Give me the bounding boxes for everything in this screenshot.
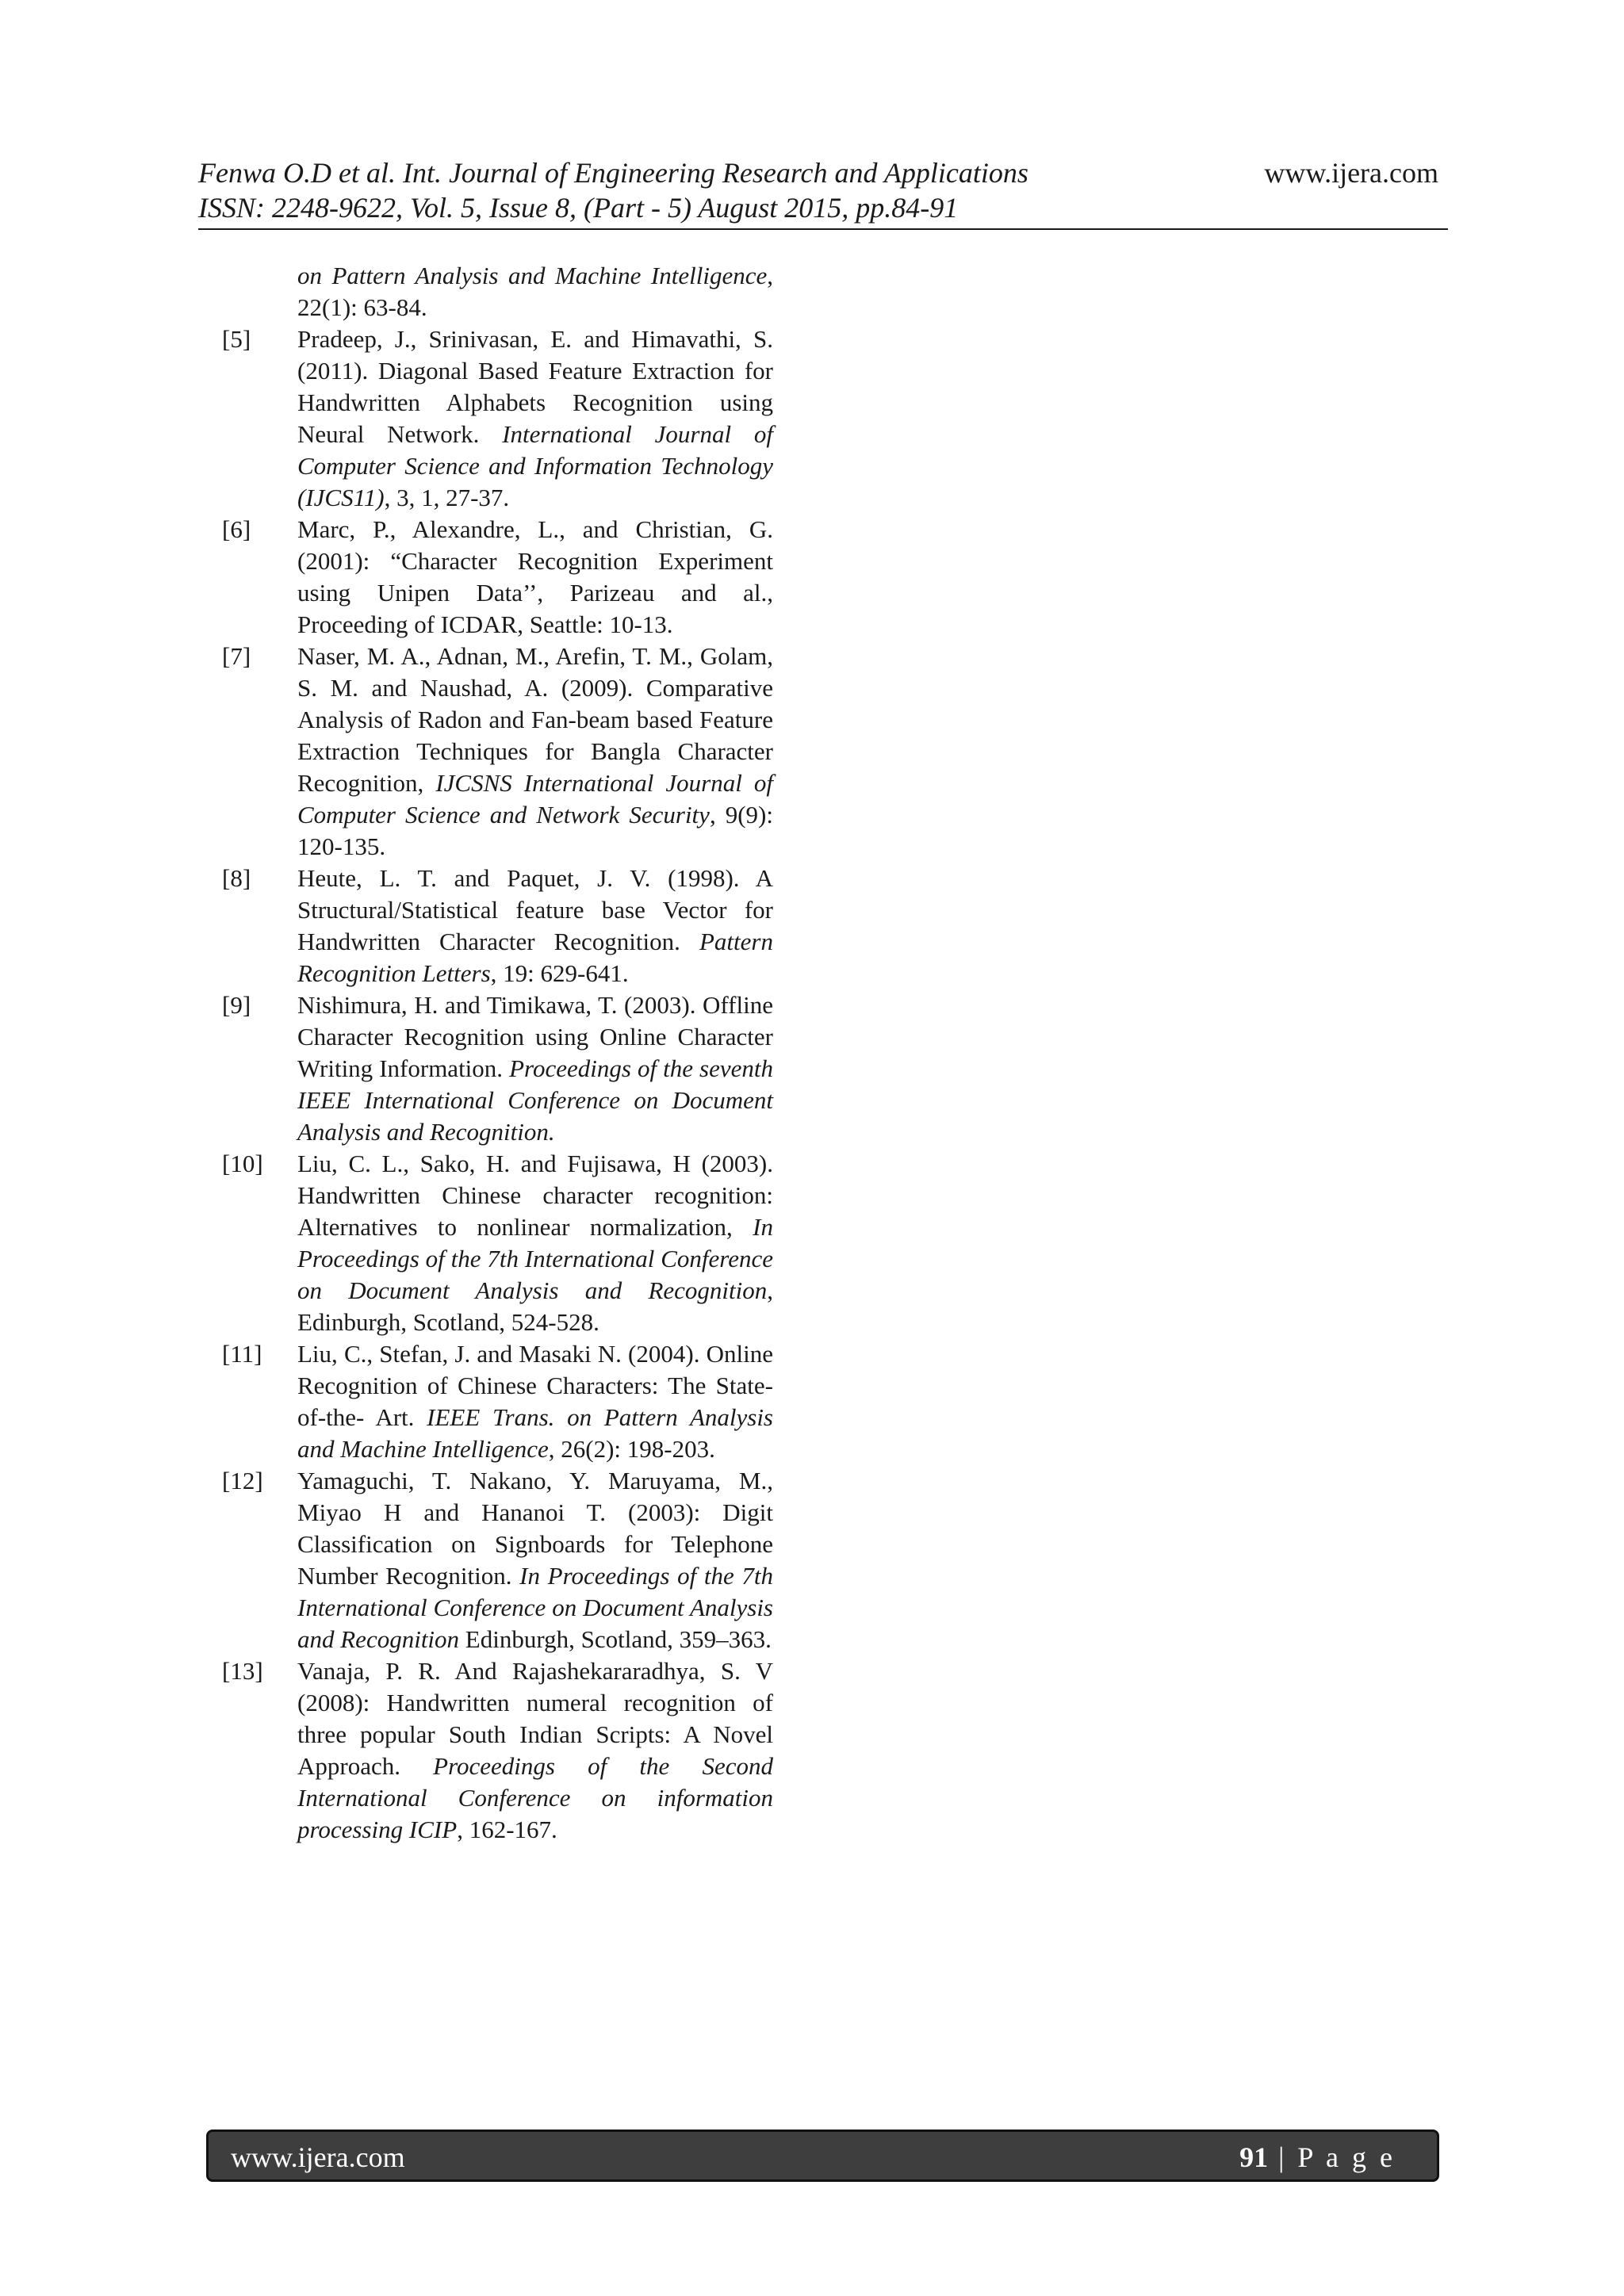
header-site-url: www.ijera.com bbox=[1264, 157, 1438, 189]
reference-entry bbox=[222, 1655, 773, 1846]
reference-entry bbox=[222, 260, 773, 323]
reference-text-run: Edinburgh, Scotland, 359–363. bbox=[459, 1625, 772, 1653]
reference-text bbox=[297, 641, 773, 863]
reference-number: [9] bbox=[222, 991, 251, 1019]
reference-entry bbox=[222, 514, 773, 641]
reference-text-run: , 9(9): 120-135. bbox=[297, 801, 773, 860]
reference-list bbox=[222, 260, 773, 1846]
reference-number: [10] bbox=[222, 1150, 263, 1177]
page-number: 91 bbox=[1239, 2141, 1269, 2173]
reference-source-italic: International Journal of Computer Science and Information Technology (IJCS11) bbox=[297, 420, 773, 511]
reference-text bbox=[297, 514, 773, 641]
reference-entry bbox=[222, 641, 773, 863]
reference-source-italic: In Proceedings of the 7th International Conference on Document Analysis and Recognition bbox=[297, 1562, 773, 1653]
page-label: | P a g e bbox=[1268, 2141, 1396, 2173]
reference-number: [11] bbox=[222, 1340, 262, 1368]
issn-volume-line: ISSN: 2248-9622, Vol. 5, Issue 8, (Part - 5) August 2015, pp.84-91 bbox=[198, 192, 959, 224]
reference-text-run: Liu, C. L., Sako, H. and Fujisawa, H (2003). Handwritten Chinese character recognition: Alternatives to nonlinear normalization, bbox=[297, 1150, 773, 1241]
reference-text-run: Pradeep, J., Srinivasan, E. and Himavathi, S. (2011). Diagonal Based Feature Extraction for Handwritten Alphabets Recognition using Neural Network. bbox=[297, 325, 773, 448]
reference-source-italic: In Proceedings of the 7th International Conference on Document Analysis and Recognition bbox=[297, 1213, 773, 1304]
reference-number: [13] bbox=[222, 1657, 263, 1685]
reference-text-run: Nishimura, H. and Timikawa, T. (2003). Offline Character Recognition using Online Character Writing Information. bbox=[297, 991, 773, 1082]
footer-site-url: www.ijera.com bbox=[231, 2141, 405, 2173]
page-indicator bbox=[1239, 2140, 1396, 2175]
reference-text bbox=[297, 1465, 773, 1655]
reference-source-italic: IJCSNS International Journal of Computer Science and Network Security bbox=[297, 769, 773, 828]
reference-number: [7] bbox=[222, 642, 251, 670]
reference-text-run: Vanaja, P. R. And Rajashekararadhya, S. V (2008): Handwritten numeral recognition of three popular South Indian Scripts: A Novel Approach. bbox=[297, 1657, 773, 1780]
reference-source-italic: Pattern Recognition Letters bbox=[297, 928, 773, 987]
reference-text-run: , Edinburgh, Scotland, 524-528. bbox=[297, 1276, 773, 1336]
reference-entry bbox=[222, 989, 773, 1148]
reference-entry bbox=[222, 1465, 773, 1655]
reference-text-run: Liu, C., Stefan, J. and Masaki N. (2004). Online Recognition of Chinese Characters: The State-of-the- Art. bbox=[297, 1340, 773, 1431]
header-divider bbox=[198, 228, 1448, 230]
reference-source-italic: Proceedings of the Second International Conference on information processing ICIP bbox=[297, 1752, 773, 1843]
reference-text-run: , 3, 1, 27-37. bbox=[384, 484, 510, 511]
reference-source-italic: Proceedings of the seventh IEEE International Conference on Document Analysis and Recognition. bbox=[297, 1054, 774, 1146]
reference-entry bbox=[222, 1338, 773, 1465]
reference-text-run: Yamaguchi, T. Nakano, Y. Maruyama, M., Miyao H and Hananoi T. (2003): Digit Classification on Signboards for Telephone Number Recognition. bbox=[297, 1467, 773, 1590]
reference-number: [6] bbox=[222, 515, 251, 543]
reference-text-run: Heute, L. T. and Paquet, J. V. (1998). A Structural/Statistical feature base Vector for Handwritten Character Recognition. bbox=[297, 864, 773, 955]
reference-number: [5] bbox=[222, 325, 251, 353]
journal-citation-line: Fenwa O.D et al. Int. Journal of Engineering Research and Applications bbox=[198, 157, 1028, 189]
reference-entry bbox=[222, 323, 773, 514]
reference-entry bbox=[222, 1148, 773, 1338]
reference-source-italic: on Pattern Analysis and Machine Intelligence bbox=[297, 262, 768, 289]
reference-text bbox=[297, 1148, 773, 1338]
running-header bbox=[198, 155, 1448, 225]
reference-text bbox=[297, 863, 773, 989]
reference-text bbox=[297, 1338, 773, 1465]
reference-entry bbox=[222, 863, 773, 989]
reference-text bbox=[297, 323, 773, 514]
reference-text-run: Naser, M. A., Adnan, M., Arefin, T. M., Golam, S. M. and Naushad, A. (2009). Comparative Analysis of Radon and Fan-beam based Feature Extraction Techniques for Bangla Character Recognition, bbox=[297, 642, 773, 797]
reference-text-run: Marc, P., Alexandre, L., and Christian, G. (2001): “Character Recognition Experiment using Unipen Data’’, Parizeau and al., Proceeding of ICDAR, Seattle: 10-13. bbox=[297, 515, 773, 638]
reference-text-run: , 19: 629-641. bbox=[490, 959, 629, 987]
reference-text bbox=[297, 1655, 773, 1846]
reference-text-run: , 26(2): 198-203. bbox=[548, 1435, 715, 1463]
reference-source-italic: IEEE Trans. on Pattern Analysis and Machine Intelligence bbox=[297, 1403, 773, 1463]
page-footer bbox=[206, 2130, 1439, 2182]
reference-text-run: , 22(1): 63-84. bbox=[297, 262, 773, 321]
reference-number: [8] bbox=[222, 864, 251, 892]
reference-text bbox=[297, 260, 773, 323]
reference-text-run: , 162-167. bbox=[457, 1816, 557, 1843]
reference-number: [12] bbox=[222, 1467, 263, 1494]
reference-text bbox=[297, 989, 773, 1148]
